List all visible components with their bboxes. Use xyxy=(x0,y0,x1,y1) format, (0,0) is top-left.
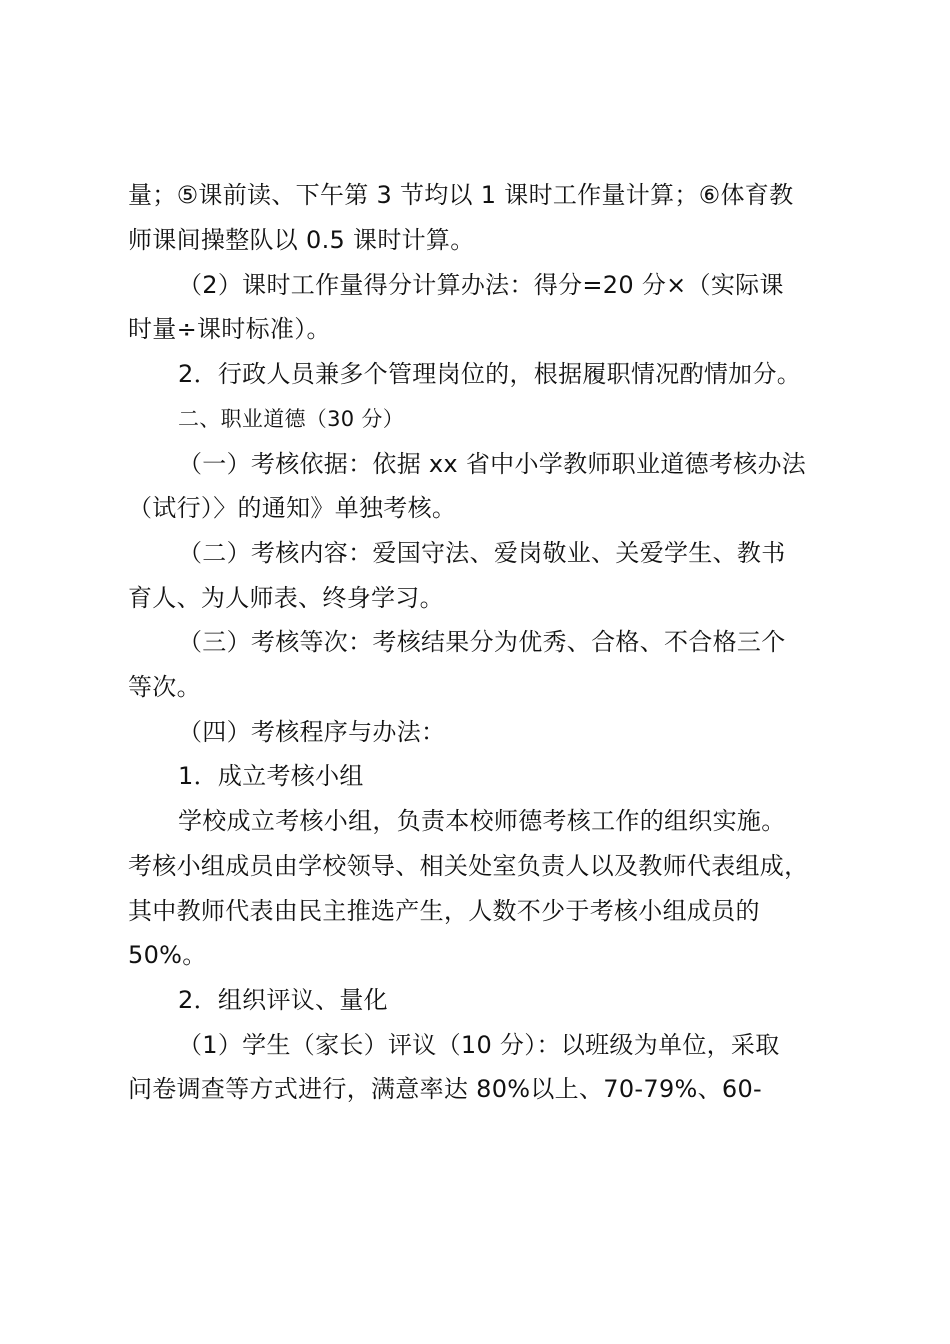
body-text-line: 量；⑤课前读、下午第 3 节均以 1 课时工作量计算；⑥体育教 xyxy=(128,181,794,209)
body-text-line: 2．行政人员兼多个管理岗位的，根据履职情况酌情加分。 xyxy=(178,360,802,388)
body-text-line: 其中教师代表由民主推选产生，人数不少于考核小组成员的 xyxy=(128,897,760,925)
subsection-heading: 2．组织评议、量化 xyxy=(178,986,388,1014)
body-text-line: 等次。 xyxy=(128,673,201,701)
body-text-line: 师课间操整队以 0.5 课时计算。 xyxy=(128,226,475,254)
body-text-line: （一）考核依据：依据 xx 省中小学教师职业道德考核办法 xyxy=(178,450,807,478)
body-text-line: （试行）〉的通知》单独考核。 xyxy=(128,494,457,522)
body-text-line: （1）学生（家长）评议（10 分）：以班级为单位，采取 xyxy=(178,1031,780,1059)
section-heading: 二、职业道德（30 分） xyxy=(178,407,404,431)
subsection-heading: 1．成立考核小组 xyxy=(178,762,364,790)
subsection-heading: （四）考核程序与办法： xyxy=(178,718,446,746)
body-text-line: 育人、为人师表、终身学习。 xyxy=(128,584,444,612)
body-text-line: （三）考核等次：考核结果分为优秀、合格、不合格三个 xyxy=(178,628,786,656)
body-text-line: 问卷调查等方式进行，满意率达 80%以上、70-79%、60- xyxy=(128,1075,763,1103)
body-text-line: 考核小组成员由学校领导、相关处室负责人以及教师代表组成， xyxy=(128,852,809,880)
body-text-line: （二）考核内容：爱国守法、爱岗敬业、关爱学生、教书 xyxy=(178,539,786,567)
body-text-line: 50%。 xyxy=(128,941,207,969)
body-text-line: 时量÷课时标准）。 xyxy=(128,315,331,343)
body-text-line: 学校成立考核小组，负责本校师德考核工作的组织实施。 xyxy=(178,807,786,835)
body-text-line: （2）课时工作量得分计算办法：得分=20 分×（实际课 xyxy=(178,271,784,299)
